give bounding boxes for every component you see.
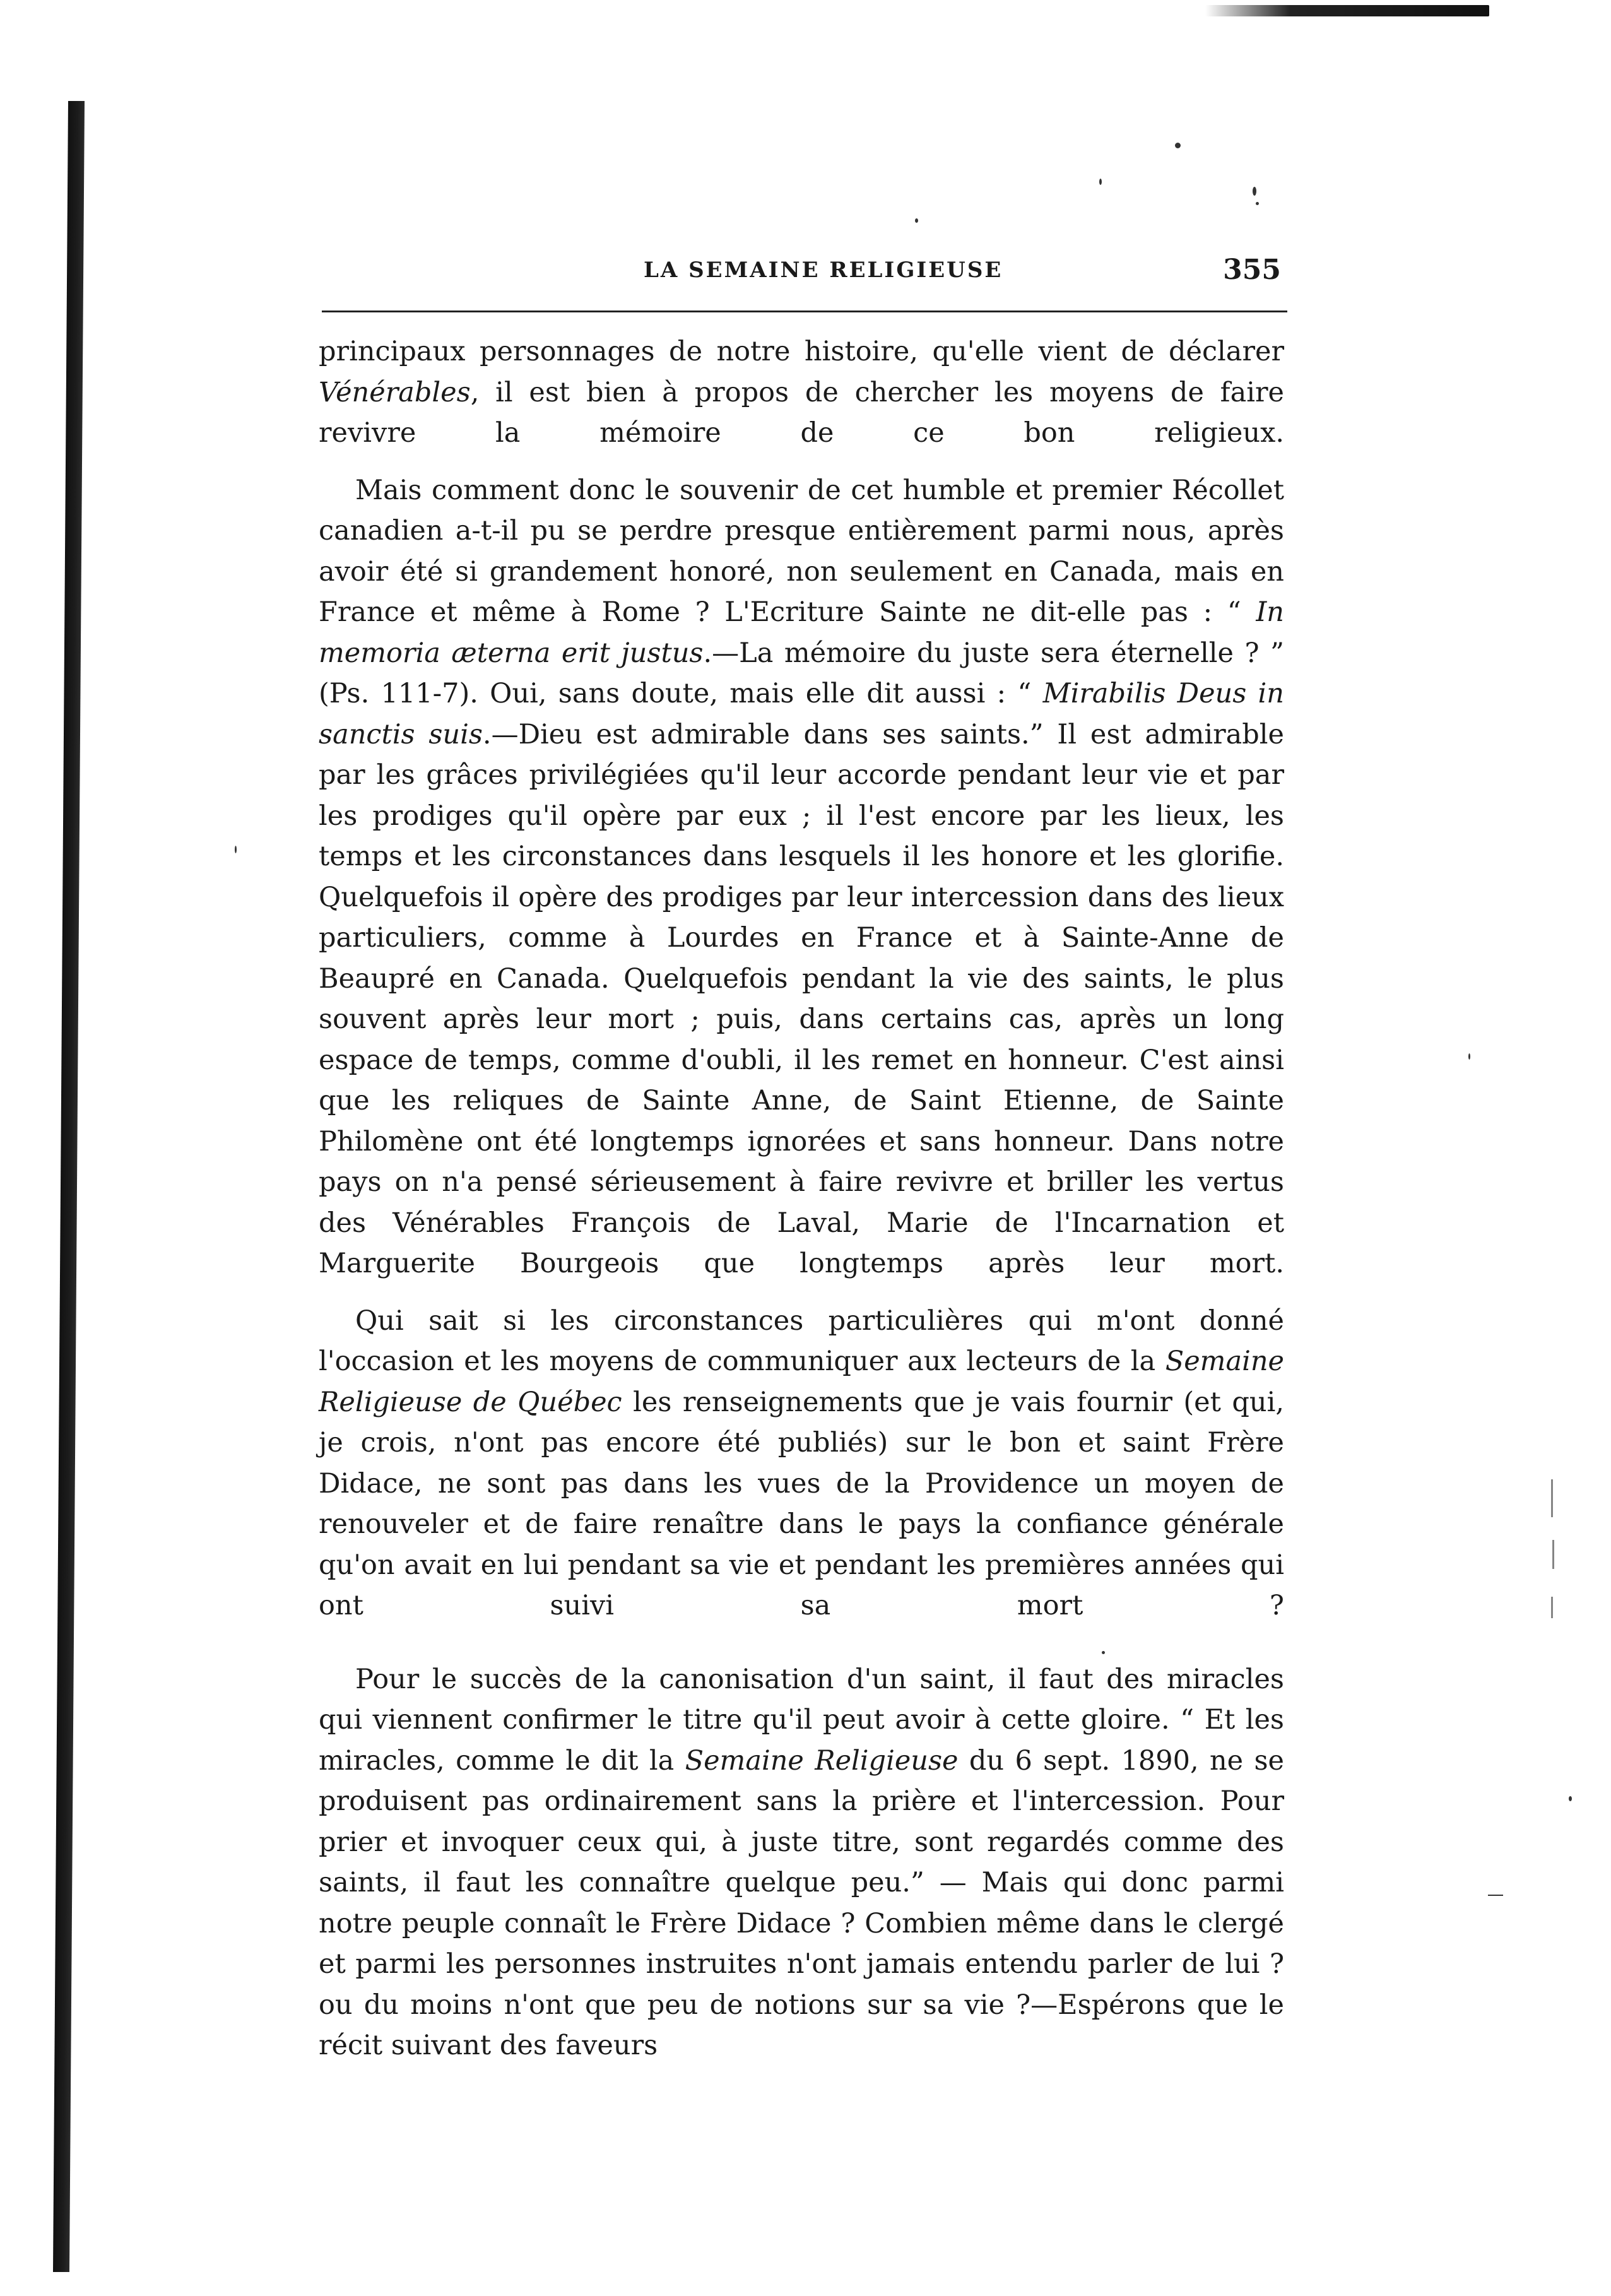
paragraph xyxy=(319,1659,1284,2066)
body-text xyxy=(319,331,1284,2066)
scan-speck xyxy=(1253,187,1256,196)
paragraph xyxy=(319,331,1284,454)
text-run: principaux personnages de notre histoire, qu'elle vient de déclarer xyxy=(319,336,1284,367)
running-title: LA SEMAINE RELIGIEUSE xyxy=(644,257,1003,283)
italic-text: In memoria æterna erit justus xyxy=(319,596,1284,669)
text-run: les renseignements que je vais fournir (et qui, je crois, n'ont pas encore été publiés) sur le bon et saint Frère Didace, ne sont pas dans les vues de la Providence un moyen de renouveler et de faire renaître dans le pays la confiance générale qu'on avait en lui pendant sa vie et pendant les premières années qui ont suivi sa mort ? xyxy=(319,1386,1284,1621)
scan-speck xyxy=(1468,1053,1470,1060)
scan-speck xyxy=(1551,1479,1553,1517)
scan-speck xyxy=(1175,143,1181,148)
scan-speck xyxy=(235,846,237,853)
scan-speck xyxy=(1569,1796,1572,1801)
italic-text: Mirabilis Deus in sanctis suis xyxy=(319,678,1284,750)
paragraph xyxy=(319,1301,1284,1626)
scan-speck xyxy=(1256,202,1259,205)
page-number: 355 xyxy=(1223,254,1281,286)
header-rule xyxy=(322,311,1287,312)
text-run: du 6 sept. 1890, ne se produisent pas ordinairement sans la prière et l'intercession. Pour prier et invoquer ceux qui, à juste titre, sont regardés comme des saints, il faut les connaître quelque peu.” — Mais qui donc parmi notre peuple connaît le Frère Didace ? Combien même dans le clergé et parmi les personnes instruites n'ont jamais entendu parler de lui ? ou du moins n'ont que peu de notions sur sa vie ?—Espérons que le récit suivant des faveurs xyxy=(319,1744,1284,2061)
scan-artifact-top xyxy=(1205,5,1489,16)
scan-speck xyxy=(915,218,918,223)
text-run: , il est bien à propos de chercher les moyens de faire revivre la mémoire de ce bon religieux. xyxy=(319,376,1284,449)
text-run: .—Dieu est admirable dans ses saints.” Il est admirable par les grâces privilégiées qu'il leur accorde pendant leur vie et par les prodiges qu'il opère par eux ; il l'est encore par les lieux, les temps et les circonstances dans lesquels il les honore et les glorifie. Quelquefois il opère des prodiges par leur intercession dans des lieux particuliers, comme à Lourdes en France et à Sainte-Anne de Beaupré en Canada. Quelquefois pendant la vie des saints, le plus souvent après leur mort ; puis, dans certains cas, après un long espace de temps, comme d'oubli, il les remet en honneur. C'est ainsi que les reliques de Sainte Anne, de Saint Etienne, de Sainte Philomène ont été longtemps ignorées et sans honneur. Dans notre pays on n'a pensé sérieusement à faire revivre et briller les vertus des Vénérables François de Laval, Marie de l'Incarnation et Marguerite Bourgeois que longtemps après leur mort. xyxy=(319,718,1285,1279)
scan-speck xyxy=(1488,1895,1503,1896)
binding-edge-shadow xyxy=(53,101,85,2272)
italic-text: Semaine Religieuse xyxy=(685,1744,959,1777)
scan-speck xyxy=(1099,179,1102,185)
scan-speck xyxy=(1552,1540,1554,1569)
text-run: Pour le succès de la canonisation d'un saint, il faut des miracles qui viennent confirmer le titre qu'il peut avoir à cette gloire. “ Et les miracles, comme le dit la xyxy=(319,1663,1284,1777)
text-run: Qui sait si les circonstances particulières qui m'ont donné l'occasion et les moyens de communiquer aux lecteurs de la xyxy=(319,1305,1284,1377)
text-run: Mais comment donc le souvenir de cet humble et premier Récollet canadien a-t-il pu se perdre presque entièrement parmi nous, après avoir été si grandement honoré, non seulement en Canada, mais en France et même à Rome ? L'Ecriture Sainte ne dit-elle pas : “ xyxy=(319,474,1284,628)
italic-text: Semaine Religieuse de Québec xyxy=(319,1346,1284,1418)
paragraph xyxy=(319,470,1284,1284)
running-header xyxy=(316,254,1281,295)
italic-text: Vénérables xyxy=(319,376,471,408)
text-run: .—La mémoire du juste sera éternelle ? ” (Ps. 111-7). Oui, sans doute, mais elle dit aussi : “ xyxy=(319,637,1284,709)
scan-speck xyxy=(1551,1597,1553,1618)
